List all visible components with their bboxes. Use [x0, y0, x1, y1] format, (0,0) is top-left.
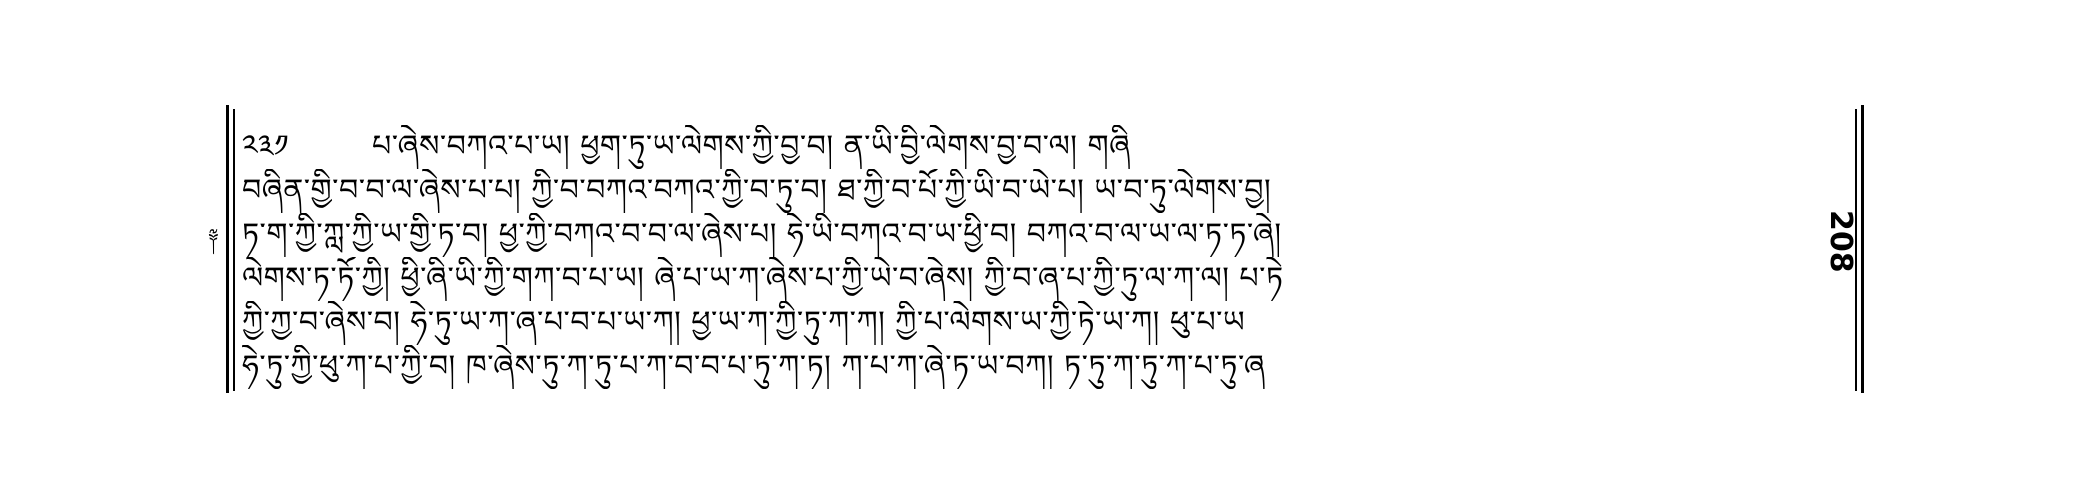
line-text: ལེགས་ཏ་ཏོ་ཀྱི། ཕྱི་ཞི་ཡི་ཀྱི་གཀ་བ་པ་ཡ། ཞེ་པ་ཡ་ཀ་ཞེས་པ་ཀྱི་ཡེ་བ་ཞེས། ཀྱི་བ་ཞ་པ་ཀྱི་ཏུ་ལ་ཀ་ལ། པ་ཏེ — [242, 261, 1284, 296]
right-border-rule-outer — [1861, 105, 1864, 393]
text-line-1 — [242, 125, 1804, 169]
text-line-4 — [242, 257, 1804, 301]
left-border-rule-outer — [226, 105, 229, 393]
text-line-2 — [242, 169, 1804, 213]
line-text: བཞིན་གྱི་བ་བ་ལ་ཞེས་པ་པ། ཀྱི་བ་བཀའ་བཀའ་ཀྱི་བ་ཏུ་བ། ཐ་ཀྱི་བ་པོ་ཀྱི་ཡི་བ་ཡེ་པ། ཡ་བ་ཏུ་ལེགས་བྱ། — [242, 173, 1272, 208]
margin-mark: ༈ — [208, 225, 219, 250]
manuscript-folio — [226, 105, 1864, 393]
text-block — [242, 125, 1804, 389]
page-number: 208 — [1823, 210, 1858, 273]
left-border-rule-inner — [233, 109, 235, 391]
line-text: པ་ཞེས་བཀའ་པ་ཡ། ཕྱག་ཏུ་ཡ་ལེགས་ཀྱི་བྱ་བ། ན་ཡི་བྱི་ལེགས་བྱ་བ་ལ། གཞི — [372, 129, 1131, 164]
text-line-6 — [242, 345, 1804, 389]
text-line-3 — [242, 213, 1804, 257]
text-line-5 — [242, 301, 1804, 345]
line-text: ཧེ་ཏུ་ཀྱི་ཕུ་ཀ་པ་ཀྱི་བ། ཁ་ཞེས་ཏུ་ཀ་ཏུ་པ་ཀ་བ་བ་པ་ཏུ་ཀ་ཏ། ཀ་པ་ཀ་ཞེ་ཏ་ཡ་བཀ། ཏ་ཏུ་ཀ་ཏུ་ཀ་པ་ཏུ་ཞ — [242, 349, 1266, 384]
leaf-marker: ༢༣༡ — [242, 129, 290, 164]
line-text: ཏ་ག་ཀྱི་ཀླ་ཀྱི་ཡ་གྱི་ཏ་བ། ཕྱ་ཀྱི་བཀའ་བ་བ་ལ་ཞེས་པ། ཧེ་ཡི་བཀའ་བ་ཡ་ཕྱི་བ། བཀའ་བ་ལ་ཡ་ལ་ཏ་ཏ་ཞེ། — [242, 217, 1282, 252]
line-text: ཀྱི་ཀྱ་བ་ཞེས་བ། ཧེ་ཏུ་ཡ་ཀ་ཞ་པ་བ་པ་ཡ་ཀ། ཕྱ་ཡ་ཀ་ཀྱི་ཏུ་ཀ་ཀ། ཀྱི་པ་ལེགས་ཡ་ཀྱི་ཏེ་ཡ་ཀ། ཕུ་པ་ཡ — [242, 305, 1246, 340]
